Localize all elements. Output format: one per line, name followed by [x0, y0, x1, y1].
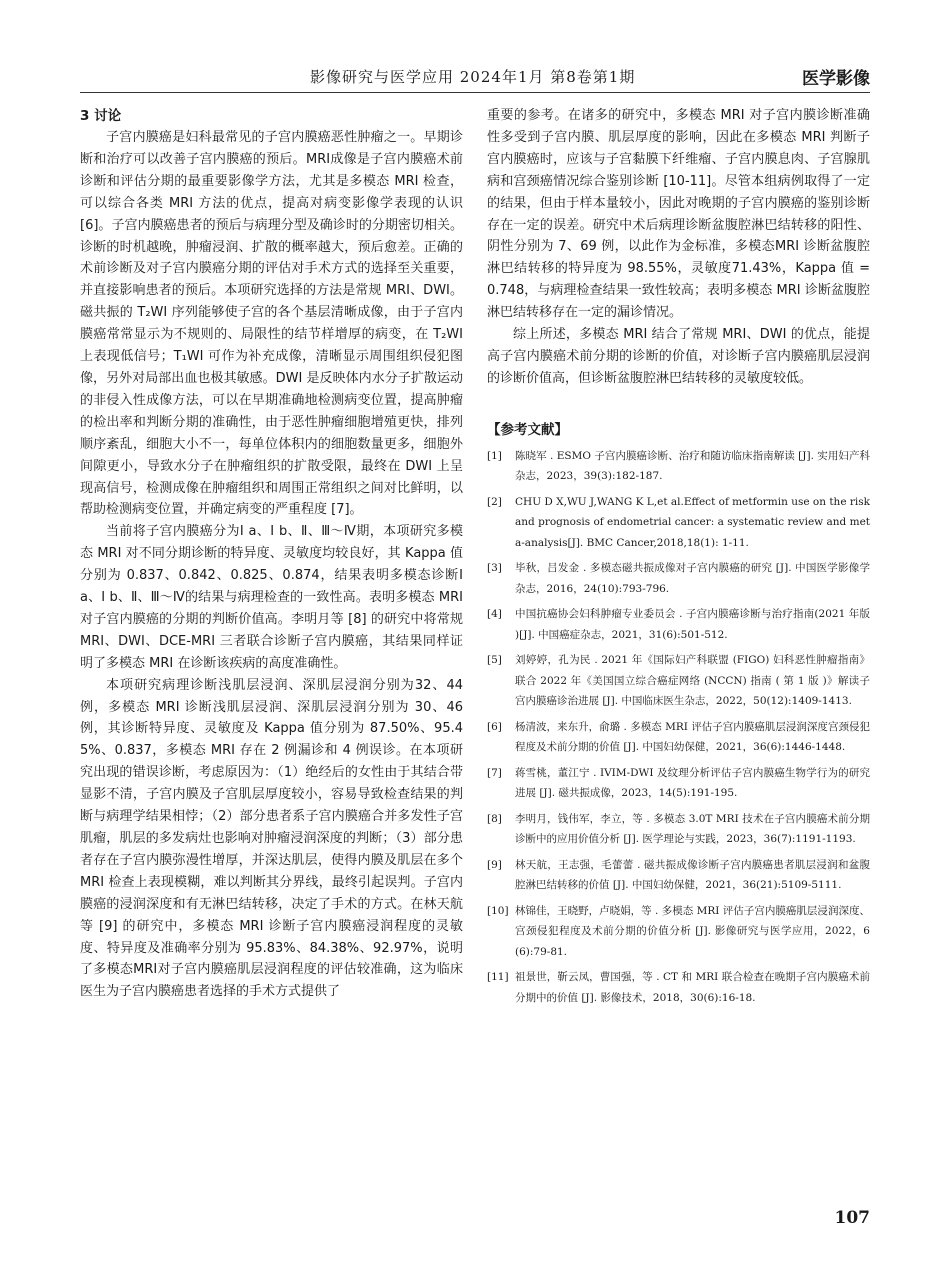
page-header [80, 62, 870, 92]
right-column [487, 105, 870, 1013]
page-number: 107 [834, 1208, 870, 1228]
reference-item [487, 901, 870, 963]
reference-number: [8] [487, 812, 502, 825]
paragraph-intro: 子宫内膜癌是妇科最常见的子宫内膜癌恶性肿瘤之一。早期诊断和治疗可以改善子宫内膜癌的预后。MRI成像是子宫内膜癌术前诊断和评估分期的最重要影像学方法，尤其是多模态 MRI 检查，可以综合各类 MRI 方法的优点，提高对病变影像学表现的认识 [6]。子宫内膜癌患者的预后与病理分型及确诊时的分期密切相关。诊断的时机越晚，肿瘤浸润、扩散的概率越大，预后愈差。正确的术前诊断及对子宫内膜癌分期的评估对手术方式的选择至关重要，并直接影响患者的预后。本项研究选择的方法是常规 MRI、DWI。磁共振的 T₂WI 序列能够使子宫的各个基层清晰成像，由于子宫内膜癌常常显示为不规则的、局限性的结节样增厚的病变，在 T₂WI 上表现低信号；T₁WI 可作为补充成像，清晰显示周围组织侵犯图像，另外对局部出血也极其敏感。DWI 是反映体内水分子扩散运动的非侵入性成像方法，可以在早期准确地检测病变位置，提高肿瘤的检出率和判断分期的准确性，由于恶性肿瘤细胞增殖更快，排列顺序紊乱，细胞大小不一，每单位体积内的细胞数量更多，细胞外间隙更小，导致水分子在肿瘤组织的扩散受限，最终在 DWI 上呈现高信号，检测成像在肿瘤组织和周围正常组织之间对比鲜明，以帮助检测病变位置，并确定病变的严重程度 [7]。 [80, 130, 463, 518]
reference-item [487, 763, 870, 804]
reference-number: [11] [487, 971, 509, 984]
paragraph-staging: 当前将子宫内膜癌分为Ⅰ a、Ⅰ b、Ⅱ、Ⅲ～Ⅳ期，本项研究多模态 MRI 对不同分期诊断的特异度、灵敏度均较良好，其 Kappa 值分别为 0.837、0.842、0.825、0.874，结果表明多模态诊断Ⅰ a、Ⅰ b、Ⅱ、Ⅲ～Ⅳ的结果与病理检查的一致性高。表明多模态 MRI 对子宫内膜癌的分期的判断价值高。李明月等 [8] 的研究中将常规MRI、DWI、DCE-MRI 三者联合诊断子宫内膜癌，其结果同样证明了多模态 MRI 在诊断该疾病的高度准确性。 [80, 524, 463, 671]
paragraph-continued: 重要的参考。在诸多的研究中，多模态 MRI 对子宫内膜诊断准确性多受到子宫内膜、肌层厚度的影响，因此在多模态 MRI 判断子宫内膜癌时，应该与子宫黏膜下纤维瘤、子宫内膜息肉、子宫腺肌病和宫颈癌情况综合鉴别诊断 [10-11]。尽管本组病例取得了一定的结果，但由于样本量较小，因此对晚期的子宫内膜癌的鉴别诊断存在一定的误差。研究中术后病理诊断盆腹腔淋巴结转移的阳性、阴性分别为 7、69 例，以此作为金标准，多模态MRI 诊断盆腹腔淋巴结转移的特异度为 98.55%，灵敏度71.43%，Kappa 值 =0.748，与病理检查结果一致性较高；表明多模态 MRI 诊断盆腹腔淋巴结转移存在一定的漏诊情况。 [487, 108, 870, 321]
reference-item [487, 492, 870, 554]
paragraph-myometrial: 本项研究病理诊断浅肌层浸润、深肌层浸润分别为32、44 例，多模态 MRI 诊断浅肌层浸润、深肌层浸润分别为 30、46 例，其诊断特异度、灵敏度及 Kappa 值分别为 87.50%、95.45%、0.837，多模态 MRI 存在 2 例漏诊和 4 例误诊。在本项研究出现的错误诊断，考虑原因为：（1）绝经后的女性由于其结合带显影不清，子宫内膜及子宫肌层厚度较小，容易导致检查结果的判断与病理学结果相悖；（2）部分患者系子宫内膜癌合并多发性子宫肌瘤，肌层的多发病灶也影响对肿瘤浸润深度的判断；（3）部分患者存在子宫内膜弥漫性增厚，并深达肌层，使得内膜及肌层在多个 MRI 检查上表现模糊，难以判断其分界线，最终引起误判。子宫内膜癌的浸润深度和有无淋巴结转移，决定了手术的方式。在林天航等 [9] 的研究中，多模态 MRI 诊断子宫内膜癌浸润程度的灵敏度、特异度及准确率分别为 95.83%、84.38%、92.97%，说明了多模态MRI对子宫内膜癌肌层浸润程度的评估较准确，这为临床医生为子宫内膜癌患者选择的手术方式提供了 [80, 677, 463, 1000]
reference-text: 刘婷婷，孔为民 . 2021 年《国际妇产科联盟 (FIGO) 妇科恶性肿瘤指南》联合 2022 年《美国国立综合癌症网络 (NCCN) 指南 ( 第 1 版 )》解读子宫内膜癌诊治进展 [J]. 中国临床医生杂志，2022，50(12):1409-1413. [515, 654, 870, 708]
reference-text: 林天航，王志强，毛蕾蕾 . 磁共振成像诊断子宫内膜癌患者肌层浸润和盆腹腔淋巴结转移的价值 [J]. 中国妇幼保健，2021，36(21):5109-5111. [515, 858, 870, 892]
reference-item [487, 446, 870, 487]
references-title: 【参考文献】 [487, 421, 568, 438]
reference-item [487, 717, 870, 758]
reference-text: 蒋雪桃，董江宁 . IVIM-DWI 及纹理分析评估子宫内膜癌生物学行为的研究进展 [J]. 磁共振成像，2023，14(5):191-195. [515, 766, 870, 800]
reference-number: [10] [487, 904, 509, 917]
reference-number: [9] [487, 858, 502, 871]
reference-text: 杨清波，来东升，俞璐 . 多模态 MRI 评估子宫内膜癌肌层浸润深度宫颈侵犯程度及术前分期的价值 [J]. 中国妇幼保健，2021，36(6):1446-1448. [515, 720, 870, 754]
reference-number: [7] [487, 766, 502, 779]
reference-item [487, 558, 870, 599]
reference-item [487, 855, 870, 896]
reference-text: 毕秋，吕发金 . 多模态磁共振成像对子宫内膜癌的研究 [J]. 中国医学影像学杂志，2016，24(10):793-796. [515, 562, 870, 595]
reference-text: 中国抗癌协会妇科肿瘤专业委员会 . 子宫内膜癌诊断与治疗指南(2021 年版 )[J]. 中国癌症杂志，2021，31(6):501-512. [515, 608, 870, 641]
reference-number: [6] [487, 720, 502, 733]
section-heading: 3 讨论 [80, 108, 122, 124]
reference-text: CHU D X,WU J,WANG K L,et al.Effect of metformin use on the risk and prognosis of endometrial cancer: a systematic review and meta-analysis[J]. BMC Cancer,2018,18(1): 1-11. [515, 495, 870, 549]
reference-item [487, 604, 870, 645]
reference-number: [2] [487, 495, 502, 508]
reference-number: [3] [487, 562, 502, 575]
reference-text: 祖景世，靳云凤，曹国强，等 . CT 和 MRI 联合检查在晚期子宫内膜癌术前分期中的价值 [J]. 影像技术，2018，30(6):16-18. [515, 971, 870, 1004]
reference-text: 李明月，钱伟军，李立，等 . 多模态 3.0T MRI 技术在子宫内膜癌术前分期诊断中的应用价值分析 [J]. 医学理论与实践，2023，36(7):1191-1193. [515, 812, 870, 846]
reference-item [487, 967, 870, 1008]
journal-title: 影像研究与医学应用 2024年1月 第8卷第1期 [310, 68, 636, 86]
reference-number: [4] [487, 608, 502, 621]
reference-number: [5] [487, 654, 502, 667]
section-label: 医学影像 [802, 69, 870, 89]
reference-item [487, 650, 870, 712]
reference-text: 林锦佳，王晓野，卢晓娟，等 . 多模态 MRI 评估子宫内膜癌肌层浸润深度、宫颈侵犯程度及术前分期的价值分析 [J]. 影像研究与医学应用，2022，6(6):79-81. [515, 904, 870, 958]
references-list [487, 446, 870, 1009]
reference-item [487, 809, 870, 850]
header-rule [80, 92, 870, 93]
paragraph-conclusion: 综上所述，多模态 MRI 结合了常规 MRI、DWI 的优点，能提高子宫内膜癌术前分期的诊断的价值，对诊断子宫内膜癌肌层浸润的诊断价值高，但诊断盆腹腔淋巴结转移的灵敏度较低。 [487, 327, 870, 386]
left-column [80, 105, 463, 1003]
reference-number: [1] [487, 449, 502, 462]
reference-text: 陈晓军 . ESMO 子宫内膜癌诊断、治疗和随访临床指南解读 [J]. 实用妇产科杂志，2023，39(3):182-187. [515, 449, 870, 483]
